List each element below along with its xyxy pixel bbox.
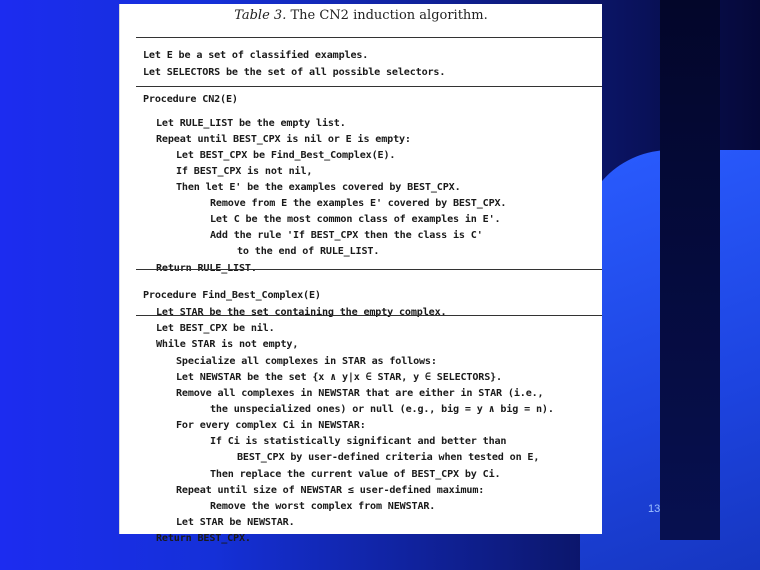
listing-line: Let E be a set of classified examples. — [143, 50, 369, 61]
listing-line: Then replace the current value of BEST_CPX by Ci. — [210, 469, 501, 480]
listing-line: Then let E' be the examples covered by BEST_CPX. — [176, 182, 461, 193]
listing-line: Let C be the most common class of examples in E'. — [210, 214, 501, 225]
listing-line: Return BEST_CPX. — [156, 533, 251, 544]
listing-line: Let BEST_CPX be nil. — [156, 323, 275, 334]
listing-line: the unspecialized ones) or null (e.g., big = y ∧ big = n). — [210, 404, 554, 415]
section-rule — [136, 315, 602, 316]
listing-line: Procedure Find_Best_Complex(E) — [143, 290, 321, 301]
table-caption — [120, 8, 602, 23]
listing-line: For every complex Ci in NEWSTAR: — [176, 420, 366, 431]
listing-line: Specialize all complexes in STAR as follows: — [176, 356, 437, 367]
listing-line: Let STAR be the set containing the empty complex. — [156, 307, 447, 318]
algorithm-table-image — [119, 4, 602, 544]
listing-line: If BEST_CPX is not nil, — [176, 166, 313, 177]
listing-line: Let STAR be NEWSTAR. — [176, 517, 295, 528]
caption-text: The CN2 induction algorithm. — [290, 8, 488, 23]
listing-line: Let SELECTORS be the set of all possible selectors. — [143, 67, 446, 78]
listing-line: Remove from E the examples E' covered by BEST_CPX. — [210, 198, 507, 209]
section-rule — [136, 86, 602, 87]
top-rule — [136, 37, 602, 38]
listing-line: Let BEST_CPX be Find_Best_Complex(E). — [176, 150, 396, 161]
listing-line: Let NEWSTAR be the set {x ∧ y|x ∈ STAR, y ∈ SELECTORS}. — [176, 372, 502, 383]
listing-line: Repeat until size of NEWSTAR ≤ user-defined maximum: — [176, 485, 485, 496]
listing-line: Let RULE_LIST be the empty list. — [156, 118, 346, 129]
listing-line: Add the rule 'If BEST_CPX then the class is C' — [210, 230, 483, 241]
section-rule — [136, 269, 602, 270]
listing-line: While STAR is not empty, — [156, 339, 299, 350]
listing-line: Return RULE_LIST. — [156, 263, 257, 274]
listing-line: If Ci is statistically significant and better than — [210, 436, 507, 447]
listing-line: Repeat until BEST_CPX is nil or E is empty: — [156, 134, 411, 145]
listing-line: Procedure CN2(E) — [143, 94, 238, 105]
listing-line: to the end of RULE_LIST. — [237, 246, 380, 257]
caption-label: Table 3. — [234, 8, 287, 23]
background-dark-band — [660, 0, 720, 540]
slide-number: 13 — [648, 503, 661, 515]
listing-line: Remove all complexes in NEWSTAR that are either in STAR (i.e., — [176, 388, 544, 399]
listing-line: Remove the worst complex from NEWSTAR. — [210, 501, 436, 512]
listing-line: BEST_CPX by user-defined criteria when tested on E, — [237, 452, 540, 463]
